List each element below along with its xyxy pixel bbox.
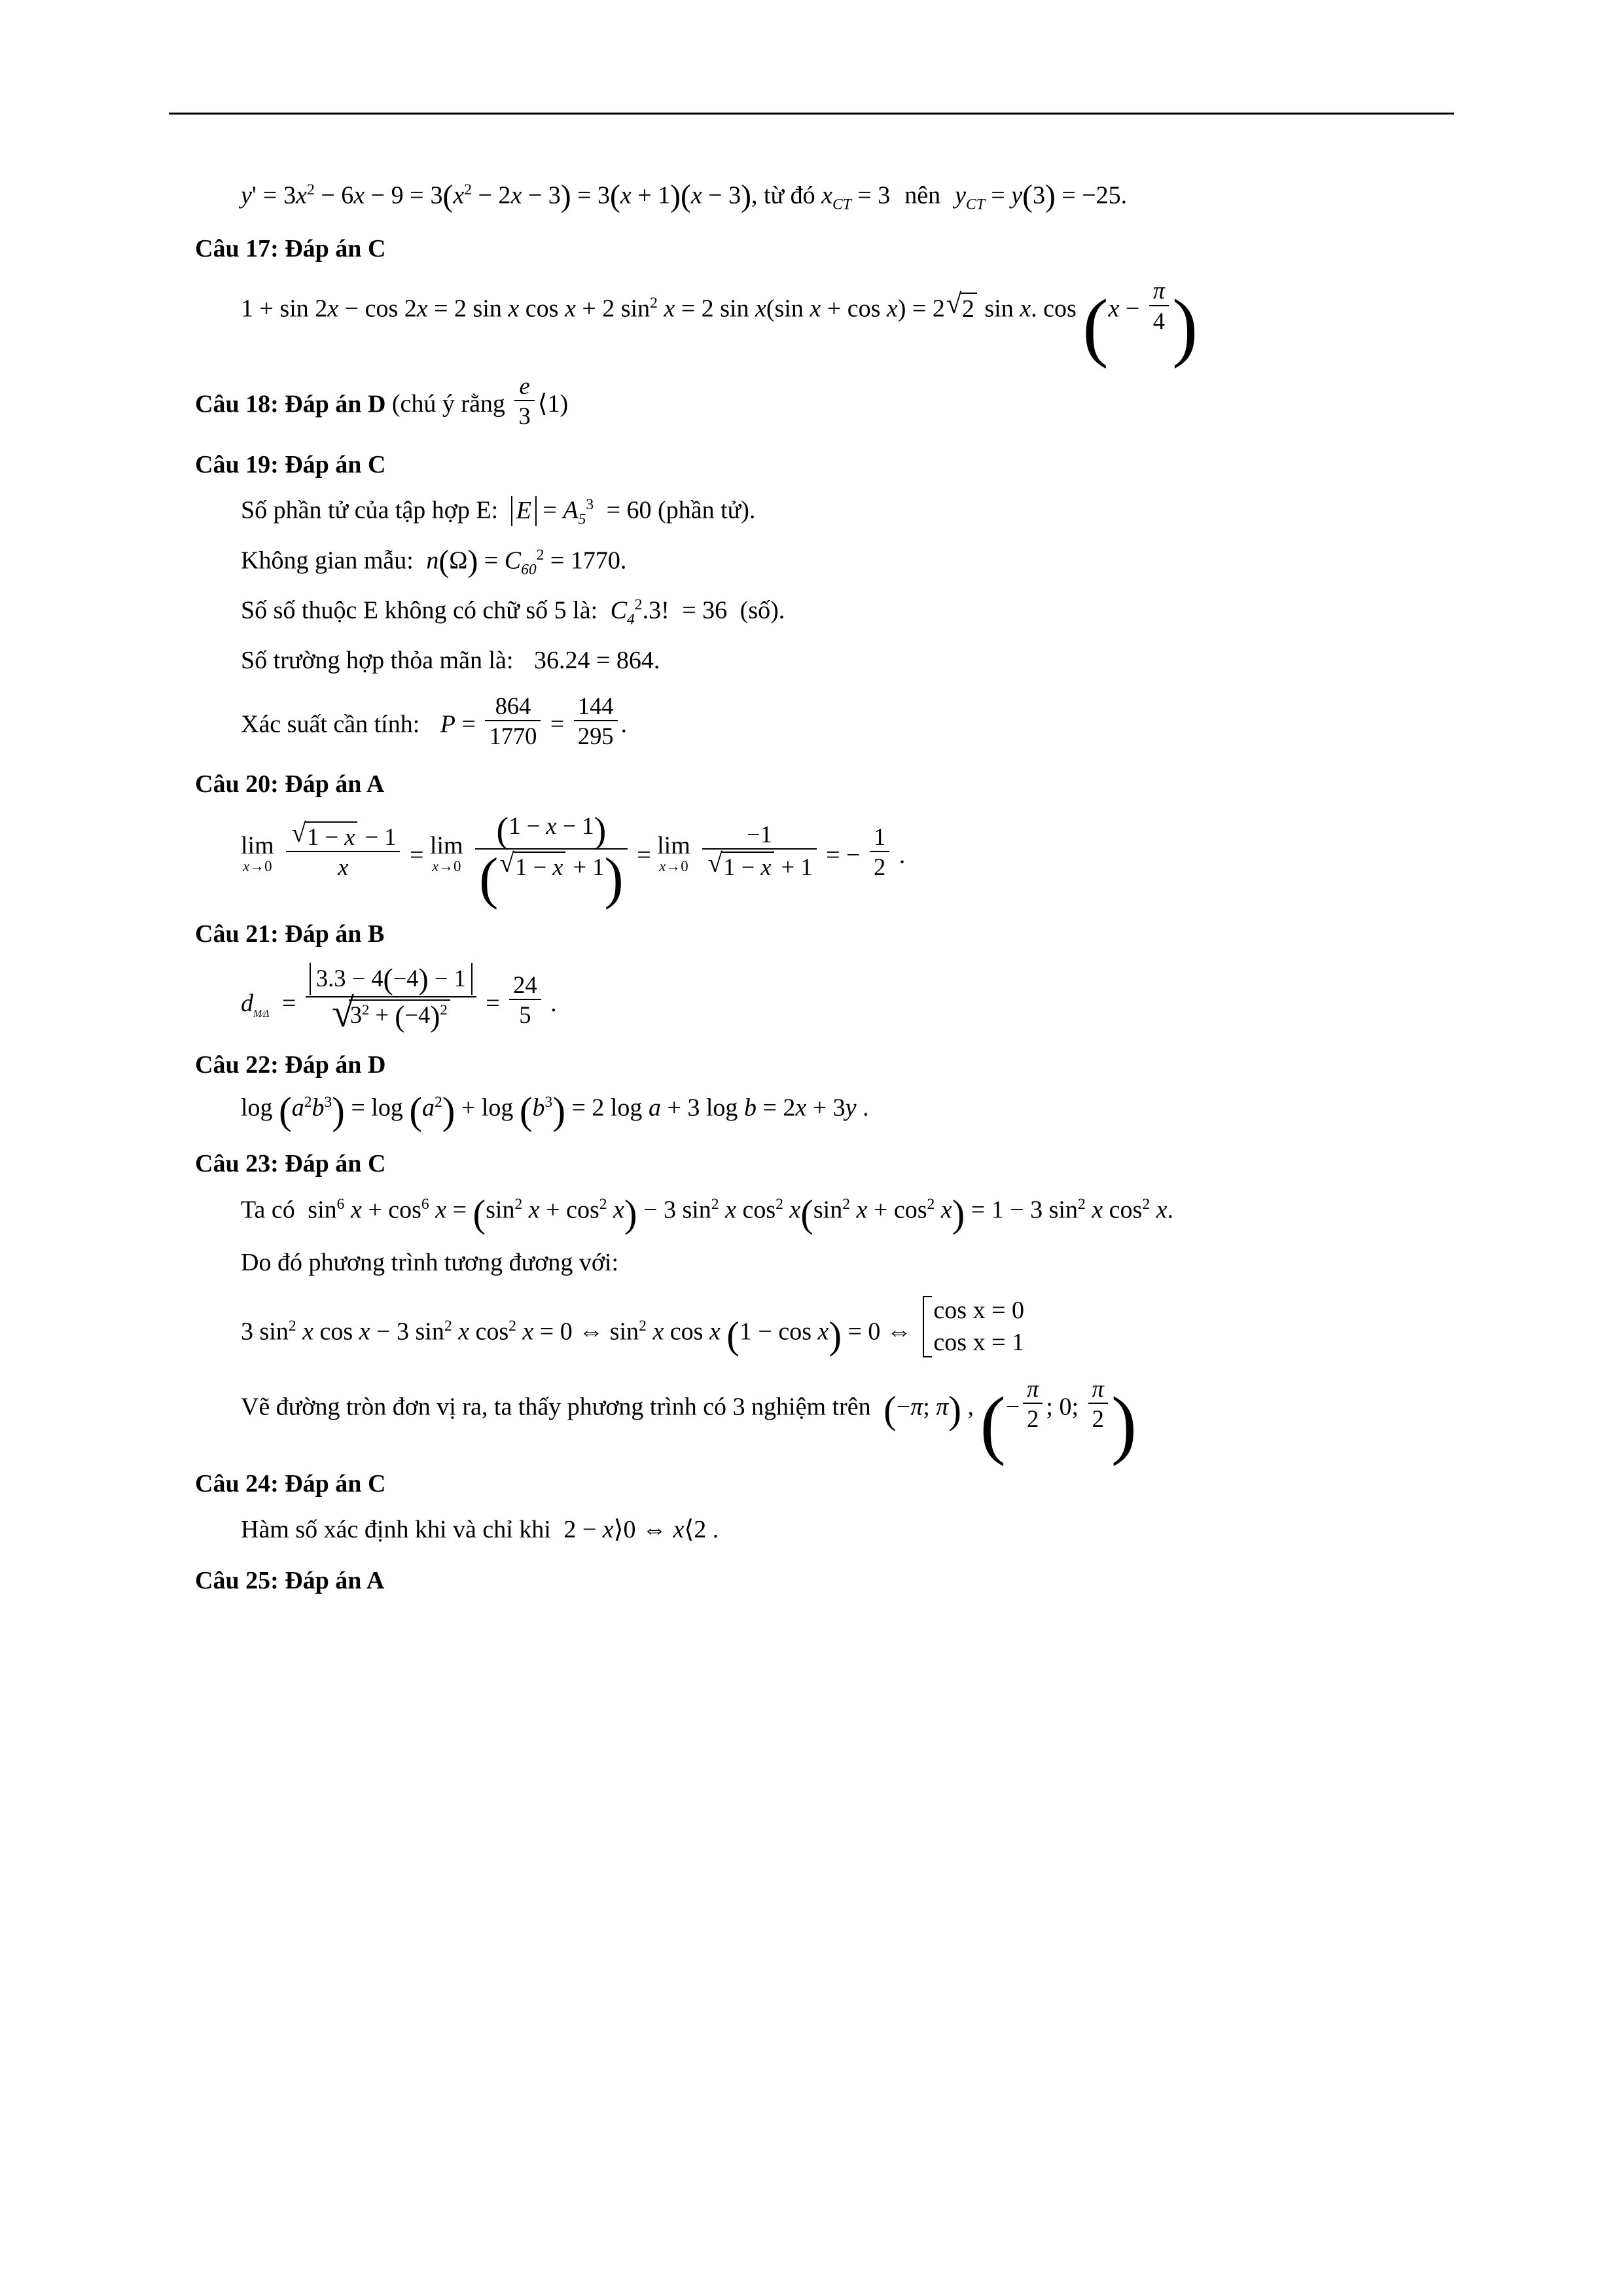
cau18-note-den: 3	[518, 403, 531, 430]
cau19-c-sub: 60	[521, 561, 537, 579]
item-cau19	[169, 452, 1471, 749]
cau19-p-den1: 1770	[489, 722, 537, 749]
cau17-equation: 1 + sin 2x − cos 2x = 2 sin x cos x + 2 $\sin^2 x = 2$ sin x(sin x + cos x) = 2 √ 2 sin x. cos (x − $\frac{\pi}{4}$ )	[241, 278, 1471, 351]
cau19-p-num1: 864	[485, 693, 541, 721]
cau19-c-sup: 2	[536, 546, 544, 564]
document-content	[169, 167, 1471, 1601]
cau19-n-omega: 1770	[570, 547, 620, 575]
cau18-note-suffix: ⟨1)	[537, 390, 569, 418]
cau19-line3-suffix: (số).	[740, 597, 785, 625]
cau19-line5-prefix: Xác suất cần tính:	[241, 709, 420, 738]
cau19-a-sub: 5	[578, 511, 586, 528]
cau23-line1-prefix: Ta có	[241, 1196, 295, 1224]
cau17-heading: Câu 17: Đáp án C	[195, 235, 386, 263]
cau19-line1: Số phần tử của tập hợp E: $E = A_5^3 = 60$ (phần tử).	[241, 496, 756, 528]
cau19-fact: 3!	[649, 597, 669, 625]
cau18-note-num: e	[519, 372, 530, 399]
cau23-heading: Câu 23: Đáp án C	[195, 1150, 386, 1178]
cau23-line4-prefix: Vẽ đường tròn đơn vị ra, ta thấy phương trình có 3 nghiệm trên	[241, 1392, 871, 1420]
cau20-equation: lim x→0 √ $\frac{1 - x - 1}{x}$ = lim x→0 $\frac{(1 - x - 1)}{( √ 1 - x + 1)}$ = lim x→0 −1 √ 1 − x + 1 = − $\frac{1}{2}$ .	[241, 813, 1471, 899]
item-cau21	[169, 920, 1471, 1033]
cau23-equation: 3 $\sin^2 x$ cos x − 3 $\sin^2 x$ $\cos^2 x = 0$ ⇔ $\sin^2 x$ cos x (1 − cos x) = 0 ⇔ cos x = 0 cos x = 1	[241, 1295, 1471, 1358]
cau19-a-sup: 3	[586, 496, 594, 514]
cau19-line3-prefix: Số số thuộc E không có chữ số 5 là:	[241, 597, 598, 625]
cau21-heading: Câu 21: Đáp án B	[195, 920, 385, 948]
item-cau18	[169, 373, 1471, 429]
cau24-heading: Câu 24: Đáp án C	[195, 1470, 386, 1498]
item-cau24	[169, 1471, 1471, 1545]
cau19-line3: Số số thuộc E không có chữ số 5 là: $C_4^2.3$! = 36 (số).	[241, 596, 785, 628]
cau19-p-den2: 295	[577, 722, 614, 749]
cau19-line5: Xác suất cần tính: P = $\frac{864}{1770}$ = $\frac{144}{295}$ .	[241, 692, 628, 749]
cau19-heading: Câu 19: Đáp án C	[195, 450, 386, 478]
cau18-note-prefix: (chú ý rằng	[391, 390, 512, 418]
cau19-line1-prefix: Số phần tử của tập hợp E:	[241, 497, 499, 525]
item-cau25	[169, 1568, 1471, 1595]
cau21-equation: $d_{M⁄\Delta}$ = 3.3 − 4(−4) − 1 √ $3^2 + (-4)^2$ = $\frac{24}{5}$ .	[241, 963, 1471, 1030]
cau19-line4	[241, 646, 1471, 676]
cau23-line4: Vẽ đường tròn đơn vị ra, ta thấy phương trình có 3 nghiệm trên (−π; π) , (− $\frac{\pi}{2}$ ; 0; $\frac{\pi}{2}$ )	[241, 1374, 1137, 1467]
cau23-case-1: cos x = 0	[933, 1297, 1025, 1325]
intro-equation: $y' = 3x^2 - 6x - 9 = 3(x^2 - 2x - 3) = 3(x + 1)(x - 3)$, từ đó $x_{CT} = 3$ nên $y_{CT} = y(3) = -25$.	[241, 179, 1128, 214]
cau23-line1: Ta có $\sin^6 x + \cos^6 x = (\sin^2$ $x + \cos^2 x) - 3$ $\sin^2 x$ $\cos^2 x(\sin^2$ $x + \cos^2 x) = 1 - 3$ $\sin^2 x$ $\cos^2 x$.	[241, 1192, 1173, 1235]
cau19-c4-sub: 4	[627, 611, 635, 628]
header-rule	[169, 113, 1454, 115]
cau19-line1-suffix: = 60 (phần tử).	[606, 497, 756, 525]
cau23-case-2: cos x = 1	[933, 1328, 1025, 1356]
cau19-line2: Không gian mẫu: $n(\Omega) = C_{60}^2 = 1770$.	[241, 545, 627, 579]
item-cau17	[169, 235, 1471, 369]
cau20-heading: Câu 20: Đáp án A	[195, 770, 385, 798]
cau18-label: Câu 18: Đáp án D	[195, 390, 386, 418]
cau22-equation: $\log (a^2b^3) = \log (a^2) + \log (b^3) = 2$ log a + 3 log b = 2x + 3y .	[241, 1090, 869, 1133]
cau19-p-num2: 144	[574, 693, 618, 721]
cau25-heading: Câu 25: Đáp án A	[195, 1566, 385, 1594]
cau24-line1-prefix: Hàm số xác định khi và chỉ khi	[241, 1515, 551, 1543]
cau19-eq36: = 36	[682, 597, 728, 625]
item-cau23	[169, 1150, 1471, 1467]
cau24-line1: Hàm số xác định khi và chỉ khi 2 − x⟩0 ⇔ x⟨2 .	[241, 1515, 719, 1543]
cau19-line4-expr: 36.24 = 864.	[533, 646, 660, 674]
cau23-line2: Do đó phương trình tương đương với:	[241, 1248, 619, 1276]
cau22-heading: Câu 22: Đáp án D	[195, 1050, 386, 1079]
cau18-heading	[195, 373, 1471, 429]
item-cau22	[169, 1050, 1471, 1133]
cau19-line4-prefix: Số trường hợp thỏa mãn là:	[241, 646, 514, 674]
item-cau20	[169, 770, 1471, 910]
cau19-line2-prefix: Không gian mẫu:	[241, 547, 414, 575]
cau19-c4-sup: 2	[634, 596, 643, 614]
